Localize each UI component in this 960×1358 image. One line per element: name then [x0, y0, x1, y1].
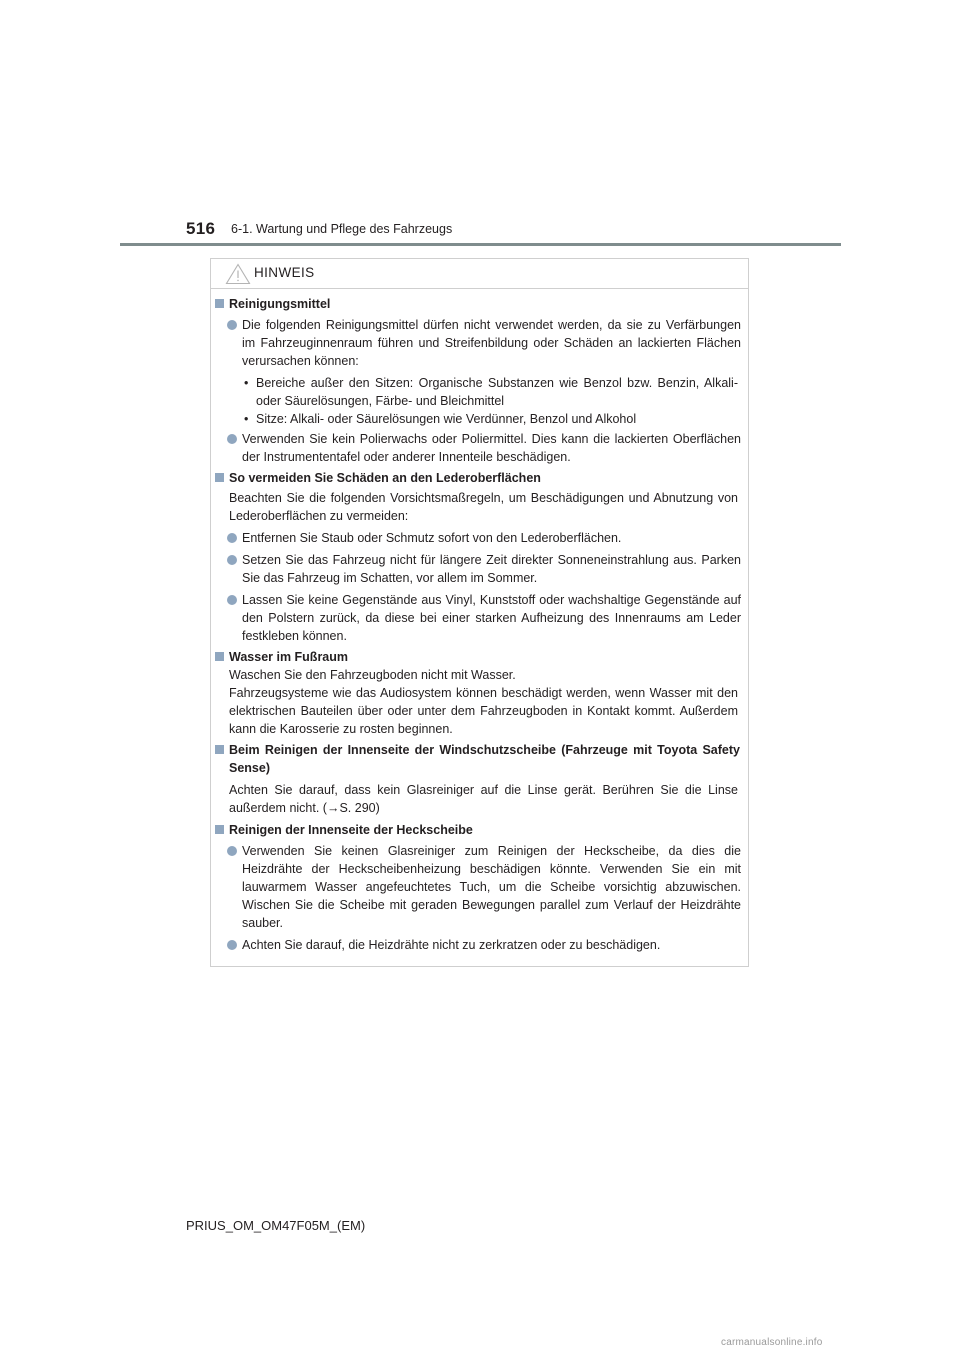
header-rule	[120, 243, 841, 246]
list-item-text: Die folgenden Reinigungsmittel dürfen nicht verwendet werden, da sie zu Verfärbungen im Fahrzeuginnenraum führen und Streifenbildung oder Schäden an lackierten Flächen verursachen können:	[242, 318, 741, 368]
section-heading-rear-window	[211, 821, 740, 839]
section-heading-text: Reinigungsmittel	[229, 297, 331, 311]
section-intro: Beachten Sie die folgenden Vorsichtsmaßregeln, um Beschädigungen und Abnutzung von Lederoberflächen zu vermeiden:	[229, 491, 738, 523]
square-bullet-icon	[215, 473, 224, 482]
round-bullet-icon	[227, 434, 237, 444]
notice-body	[211, 295, 748, 954]
section-heading-windshield	[211, 741, 740, 777]
list-item	[211, 551, 741, 587]
warning-triangle-icon	[225, 263, 251, 285]
section-heading-text: Reinigen der Innenseite der Heckscheibe	[229, 823, 473, 837]
paragraph: Waschen Sie den Fahrzeugboden nicht mit Wasser.	[229, 668, 516, 682]
list-item-text: Setzen Sie das Fahrzeug nicht für längere Zeit direkter Sonneneinstrahlung aus. Parken Sie das Fahrzeug im Schatten, vor allem im Sommer.	[242, 553, 741, 585]
section-heading-leather	[211, 469, 740, 487]
list-item	[211, 316, 741, 370]
section-heading-water	[211, 648, 740, 666]
list-item-text: Entfernen Sie Staub oder Schmutz sofort von den Lederoberflächen.	[242, 531, 622, 545]
section-heading-text: Wasser im Fußraum	[229, 650, 349, 664]
sub-list-item	[211, 374, 738, 410]
sub-list-item	[211, 410, 738, 428]
sub-list-item-text: Sitze: Alkali- oder Säurelösungen wie Verdünner, Benzol und Alkohol	[256, 412, 637, 426]
list-item	[211, 529, 741, 547]
round-bullet-icon	[227, 555, 237, 565]
list-item	[211, 430, 741, 466]
square-bullet-icon	[215, 299, 224, 308]
list-item	[211, 936, 741, 954]
chapter-title: 6-1. Wartung und Pflege des Fahrzeugs	[231, 222, 453, 236]
section-heading-cleaning-agents	[211, 295, 740, 313]
list-item	[211, 591, 741, 645]
square-bullet-icon	[215, 652, 224, 661]
list-item-text: Lassen Sie keine Gegenstände aus Vinyl, Kunststoff oder wachshaltige Gegenstände auf den Polstern zurück, da diese bei einer starken Aufheizung des Innenraums am Leder festkleben können.	[242, 593, 741, 643]
list-item	[211, 842, 741, 932]
round-bullet-icon	[227, 533, 237, 543]
round-bullet-icon	[227, 595, 237, 605]
paragraph: Achten Sie darauf, dass kein Glasreiniger auf die Linse gerät. Berühren Sie die Linse außerdem nicht. (→S. 290)	[229, 783, 738, 815]
square-bullet-icon	[215, 825, 224, 834]
notice-box	[210, 258, 749, 967]
list-item-text: Achten Sie darauf, die Heizdrähte nicht zu zerkratzen oder zu beschädigen.	[242, 938, 661, 952]
list-item-text: Verwenden Sie keinen Glasreiniger zum Reinigen der Heckscheibe, da dies die Heizdrähte der Heckscheibenheizung beschädigen könnte. Verwenden Sie ein mit lauwarmem Wasser angefeuchtetes Tuch, um die Scheibe vorsichtig abzuwischen. Wischen Sie die Scheibe mit geraden Bewegungen parallel zum Verlauf der Heizdrähte sauber.	[242, 844, 741, 930]
square-bullet-icon	[215, 745, 224, 754]
notice-title: HINWEIS	[254, 265, 315, 280]
sub-bullet-marker: •	[244, 376, 249, 390]
list-item-text: Verwenden Sie kein Polierwachs oder Poliermittel. Dies kann die lackierten Oberflächen der Instrumententafel oder anderer Innenteile beschädigen.	[242, 432, 741, 464]
page-number: 516	[186, 219, 216, 238]
round-bullet-icon	[227, 846, 237, 856]
round-bullet-icon	[227, 940, 237, 950]
round-bullet-icon	[227, 320, 237, 330]
section-heading-text: Beim Reinigen der Innenseite der Windschutzscheibe (Fahrzeuge mit Toyota Safety Sense)	[229, 743, 740, 775]
sub-bullet-marker: •	[244, 412, 249, 426]
document-code: PRIUS_OM_OM47F05M_(EM)	[186, 1218, 366, 1233]
sub-list-item-text: Bereiche außer den Sitzen: Organische Substanzen wie Benzol bzw. Benzin, Alkali- oder Säurelösungen, Färbe- und Bleichmittel	[256, 376, 738, 408]
section-heading-text: So vermeiden Sie Schäden an den Lederoberflächen	[229, 471, 541, 485]
paragraph: Fahrzeugsysteme wie das Audiosystem können beschädigt werden, wenn Wasser mit den elektrischen Bauteilen über oder unter dem Fahrzeugboden in Kontakt kommt. Außerdem kann die Karosserie zu rosten beginnen.	[229, 686, 738, 736]
watermark: carmanualsonline.info	[721, 1337, 823, 1348]
notice-header	[211, 259, 748, 289]
